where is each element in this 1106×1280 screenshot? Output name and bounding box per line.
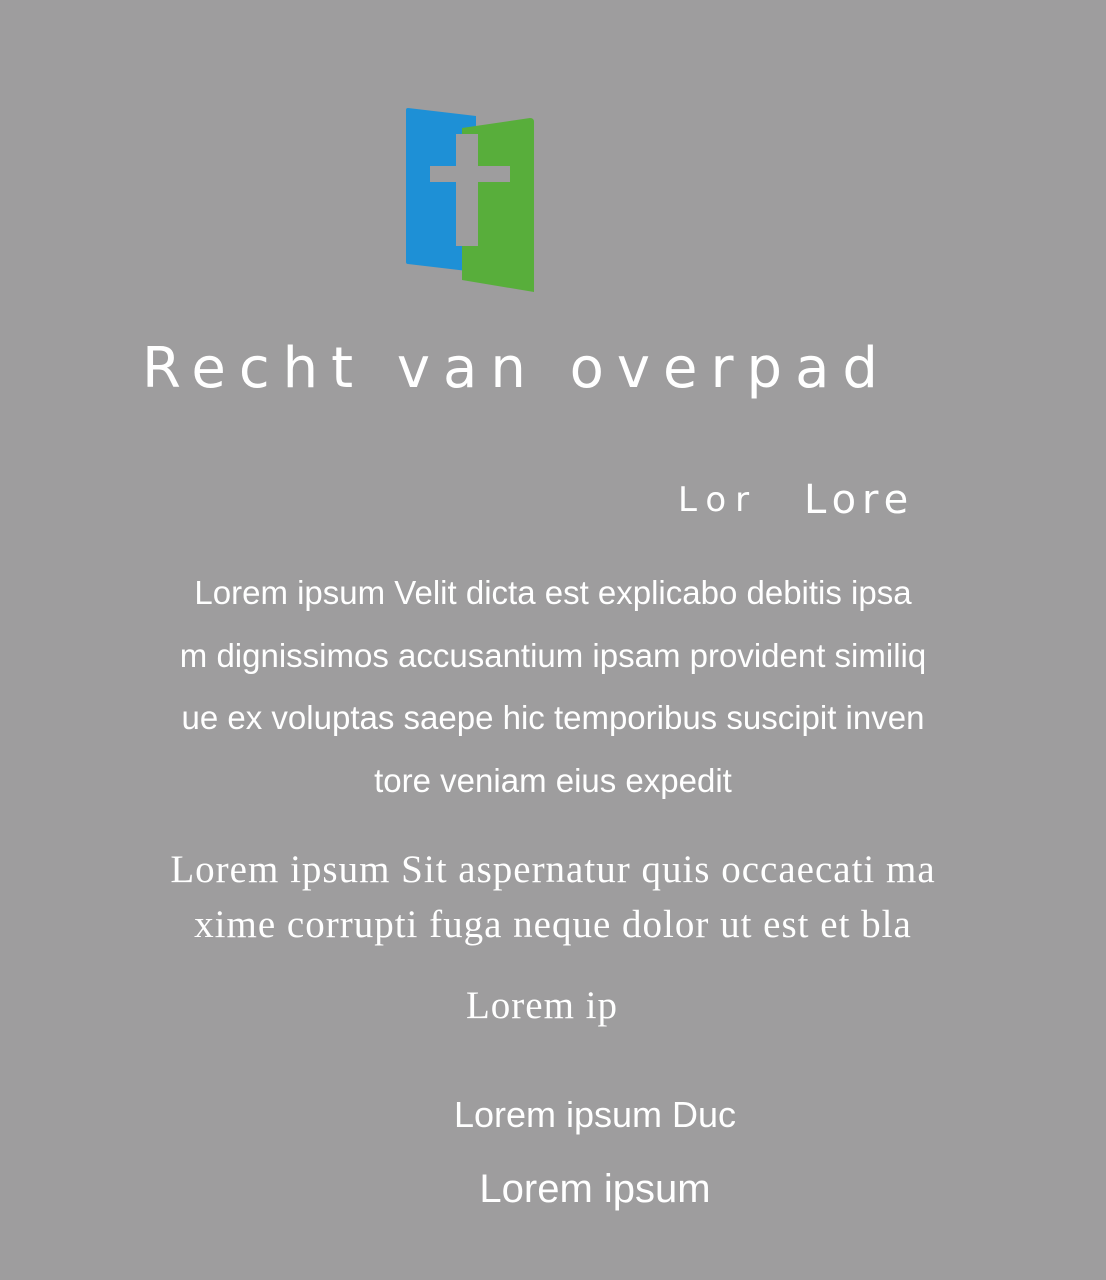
paragraph-sans-line: m dignissimos accusantium ipsam provident similiq bbox=[179, 636, 927, 674]
paragraph-serif-line: Lorem ipsum Sit aspernatur quis occaecati ma bbox=[170, 848, 936, 891]
paragraph-sans bbox=[96, 562, 1010, 812]
open-door-cross-logo-icon bbox=[404, 106, 536, 294]
paragraph-sans-line: tore veniam eius expedit bbox=[374, 761, 732, 799]
logo-cross-vertical bbox=[456, 134, 478, 246]
tagline-small: Lor bbox=[678, 480, 759, 520]
text-line-duc: Lorem ipsum Duc bbox=[453, 1094, 737, 1135]
serif-short-text: Lorem ip bbox=[465, 984, 619, 1027]
paragraph-sans-line: Lorem ipsum Velit dicta est explicabo debitis ipsa bbox=[194, 574, 912, 611]
logo-cross-horizontal bbox=[430, 166, 510, 182]
text-line-ipsum: Lorem ipsum bbox=[479, 1167, 711, 1211]
paragraph-sans-line: ue ex voluptas saepe hic temporibus suscipit inven bbox=[181, 699, 925, 736]
brand-name: Recht van overpad bbox=[142, 336, 891, 401]
tagline-large: Lore bbox=[804, 477, 915, 523]
paragraph-serif-line: xime corrupti fuga neque dolor ut est et bla bbox=[194, 903, 912, 946]
paragraph-serif bbox=[80, 842, 1026, 952]
